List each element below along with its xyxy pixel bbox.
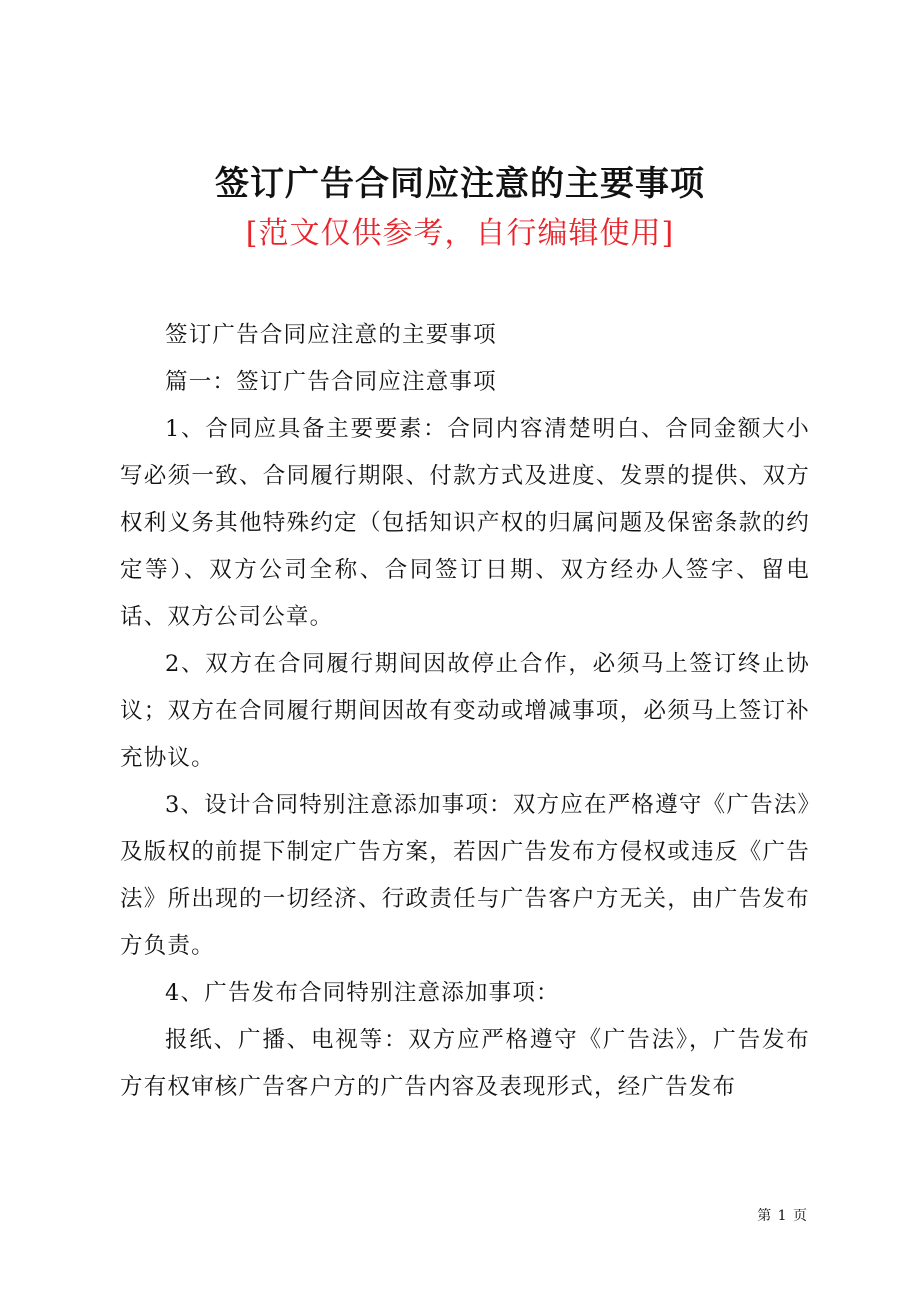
paragraph-item-1: 1、合同应具备主要要素：合同内容清楚明白、合同金额大小写必须一致、合同履行期限、付款方式及进度、发票的提供、双方权利义务其他特殊约定（包括知识产权的归属问题及保密条款的约定等）、双方公司全称、合同签订日期、双方经办人签字、留电话、双方公司公章。 — [120, 416, 810, 630]
document-body — [120, 312, 810, 1111]
paragraph-item-4: 4、广告发布合同特别注意添加事项： — [165, 980, 560, 1006]
page-number: 第 1 页 — [757, 1208, 808, 1224]
paragraph-item-4-detail: 报纸、广播、电视等：双方应严格遵守《广告法》，广告发布方有权审核广告客户方的广告内容及表现形式，经广告发布 — [120, 1027, 810, 1100]
paragraph-item-2: 2、双方在合同履行期间因故停止合作，必须马上签订终止协议；双方在合同履行期间因故有变动或增减事项，必须马上签订补充协议。 — [120, 651, 810, 771]
paragraph-section-title: 篇一：签订广告合同应注意事项 — [165, 369, 497, 395]
document-subtitle: [范文仅供参考，自行编辑使用] — [245, 216, 675, 251]
paragraph-item-3: 3、设计合同特别注意添加事项：双方应在严格遵守《广告法》及版权的前提下制定广告方案，若因广告发布方侵权或违反《广告法》所出现的一切经济、行政责任与广告客户方无关，由广告发布方负责。 — [120, 792, 810, 959]
paragraph-heading: 签订广告合同应注意的主要事项 — [165, 322, 497, 348]
document-title: 签订广告合同应注意的主要事项 — [215, 164, 705, 204]
